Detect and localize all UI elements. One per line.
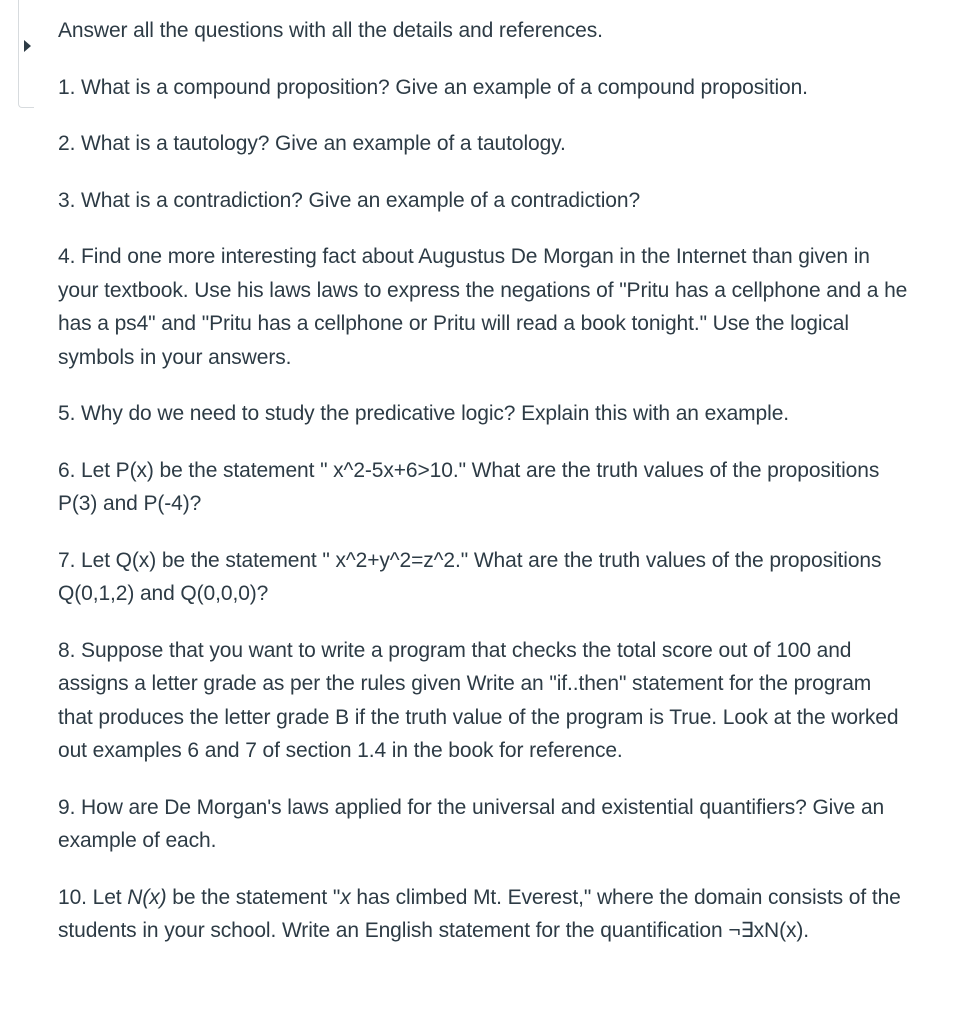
q10-mid2: has climbed Mt. Everest," where the domain consists of the students in your school. Write an English statement for the quantification ¬∃xN(x). [58,885,901,942]
question-7: 7. Let Q(x) be the statement " x^2+y^2=z^2." What are the truth values of the propositions Q(0,1,2) and Q(0,0,0)? [58,548,882,605]
q10-italic-x: x [340,885,351,909]
question-9: 9. How are De Morgan's laws applied for the universal and existential quantifiers? Give an example of each. [58,795,885,852]
intro-text: Answer all the questions with all the details and references. [58,19,603,42]
q10-italic-nx: N(x) [127,885,167,909]
collapse-bracket [18,0,34,108]
question-5: 5. Why do we need to study the predicative logic? Explain this with an example. [58,402,790,425]
expand-caret-icon[interactable] [24,40,31,52]
q10-prefix: 10. Let [58,885,128,909]
question-8: 8. Suppose that you want to write a program that checks the total score out of 100 and assigns a letter grade as per the rules given Write an "if..then" statement for the program that produces the letter grade B if the truth value of the program is True. Look at the worked out examples 6 and 7 of section 1.4 in the book for reference. [58,638,899,762]
question-6: 6. Let P(x) be the statement " x^2-5x+6>10." What are the truth values of the propositions P(3) and P(-4)? [58,458,880,515]
question-1: 1. What is a compound proposition? Give an example of a compound proposition. [58,75,808,99]
question-2: 2. What is a tautology? Give an example of a tautology. [58,132,566,155]
question-10 [58,881,908,948]
question-content [58,14,908,948]
question-4: 4. Find one more interesting fact about Augustus De Morgan in the Internet than given in your textbook. Use his laws laws to express the negations of "Pritu has a cellphone and a he has a ps4" and "Pritu has a cellphone or Pritu will read a book tonight." Use the logical symbols in your answers. [58,245,908,369]
question-3: 3. What is a contradiction? Give an example of a contradiction? [58,188,641,212]
q10-mid1: be the statement " [166,885,341,909]
